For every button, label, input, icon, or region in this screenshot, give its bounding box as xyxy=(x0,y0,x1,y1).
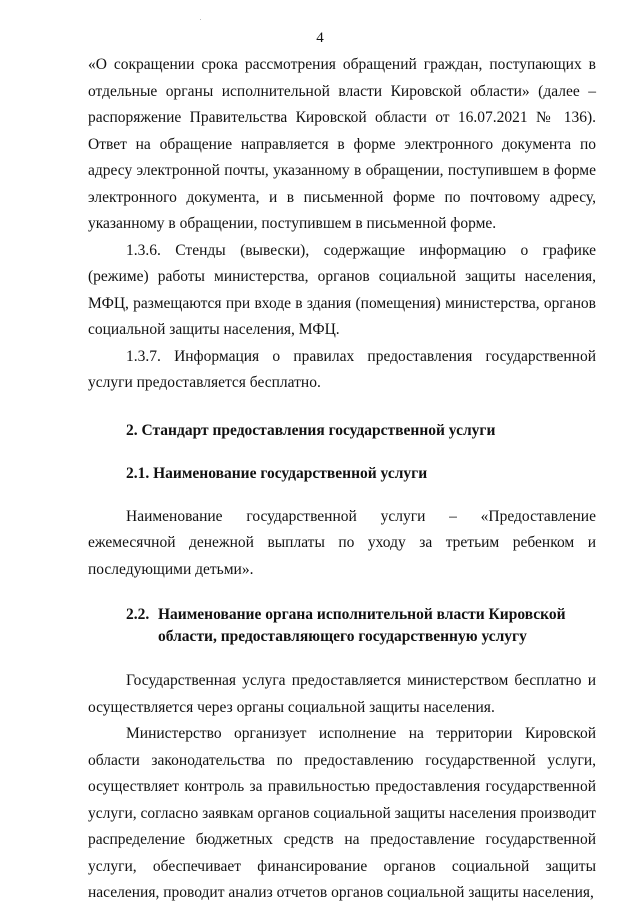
subsection-2-1-heading: 2.1. Наименование государственной услуги xyxy=(126,465,428,482)
paragraph-continuation: «О сокращении срока рассмотрения обращений граждан, поступающих в отдельные органы исполнительной власти Кировской области» (далее – распоряжение Правительства Кировской области от 16.07.2021 № 136). Ответ на обращение направляется в форме электронного документа по адресу электронной почты, указанному в обращении, поступившем в форме электронного документа, и в письменной форме по почтовому адресу, указанному в обращении, поступившем в письменной форме. xyxy=(88,56,596,232)
subsection-2-2-number: 2.2. xyxy=(126,606,150,623)
subsection-2-2-title-line1: Наименование органа исполнительной власти Кировской xyxy=(158,606,566,623)
service-name-paragraph: Наименование государственной услуги – «Предоставление ежемесячной денежной выплаты по уходу за третьим ребенком и последующими детьми». xyxy=(88,507,596,578)
ministry-duties-paragraph: Министерство организует исполнение на территории Кировской области законодательства по предоставлению государственной услуги, осуществляет контроль за правильностью предоставления государственной услуги, согласно заявкам органов социальной защиты населения производит распределение бюджетных средств на предоставление государственной услуги, обеспечивает финансирование органов социальной защиты населения, проводит анализ отчетов органов социальной защиты населения, xyxy=(88,725,596,901)
subsection-2-2-heading xyxy=(88,604,596,648)
page-content xyxy=(88,52,596,907)
subsection-2-2-title-line2: области, предоставляющего государственную услугу xyxy=(158,628,527,645)
section-2-heading: 2. Стандарт предоставления государственной услуги xyxy=(126,421,496,439)
paragraph-1-3-6: 1.3.6. Стенды (вывески), содержащие информацию о графике (режиме) работы министерства, органов социальной защиты населения, МФЦ, размещаются при входе в здания (помещения) министерства, органов социальной защиты населения, МФЦ. xyxy=(88,241,596,338)
paragraph-1-3-7: 1.3.7. Информация о правилах предоставления государственной услуги предоставляется бесплатно. xyxy=(88,347,596,391)
page-number: 4 xyxy=(316,30,324,46)
provider-paragraph: Государственная услуга предоставляется министерством бесплатно и осуществляется через органы социальной защиты населения. xyxy=(88,672,596,716)
scan-speck xyxy=(200,19,201,20)
